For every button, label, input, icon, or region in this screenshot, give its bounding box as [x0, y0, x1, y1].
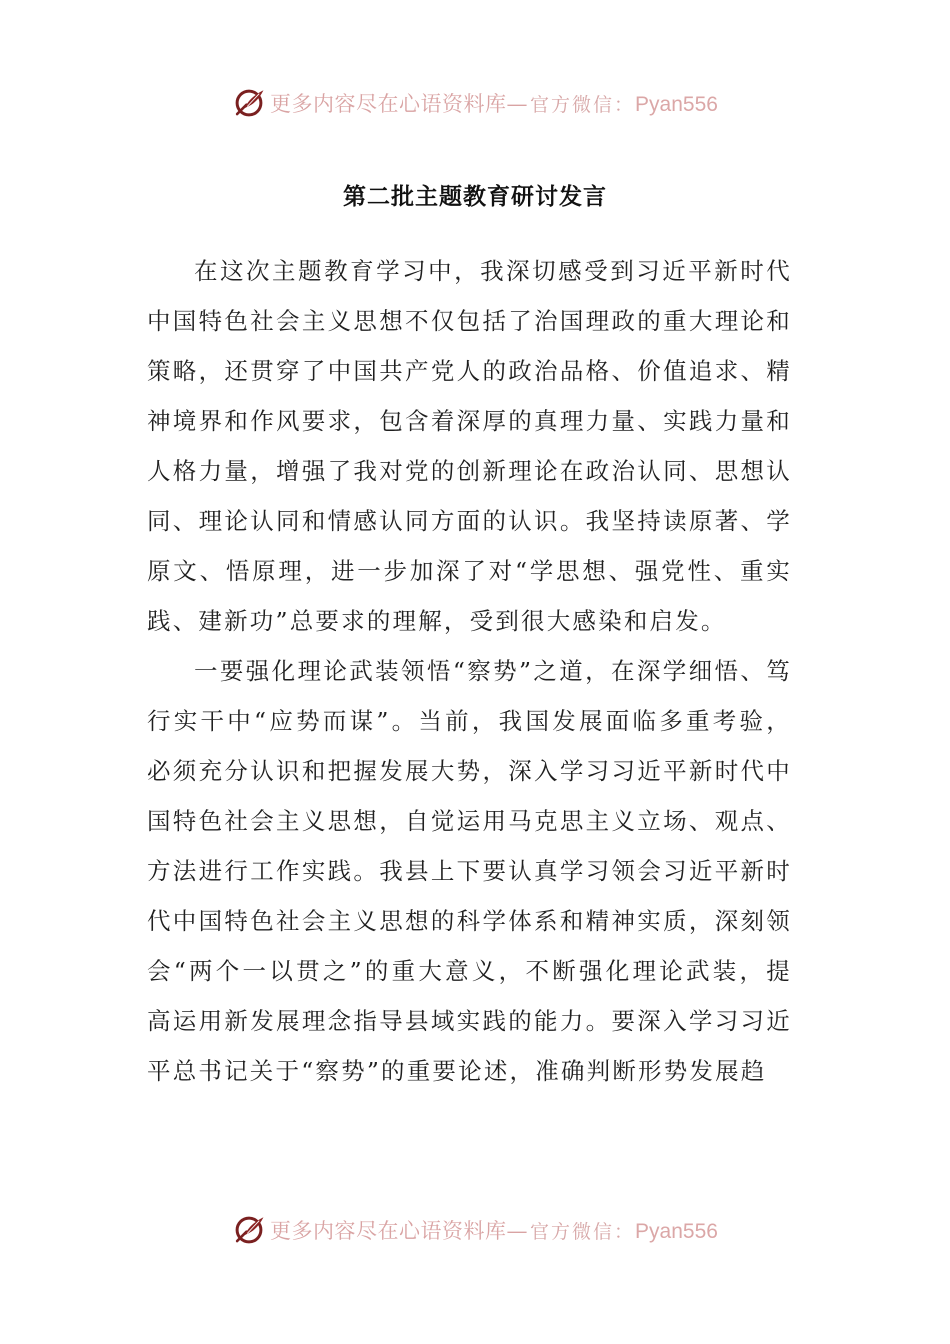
quill-logo-icon	[232, 86, 266, 120]
document-body	[147, 246, 792, 1096]
paragraph-2: 一要强化理论武装领悟“察势”之道，在深学细悟、笃行实干中“应势而谋”。当前，我国发展面临多重考验，必须充分认识和把握发展大势，深入学习习近平新时代中国特色社会主义思想，自觉运用马克思主义立场、观点、方法进行工作实践。我县上下要认真学习领会习近平新时代中国特色社会主义思想的科学体系和精神实质，深刻领会“两个一以贯之”的重大意义，不断强化理论武装，提高运用新发展理念指导县域实践的能力。要深入学习习近平总书记关于“察势”的重要论述，准确判断形势发展趋	[147, 657, 792, 1085]
banner-wechat-label: 官方微信：	[530, 94, 636, 116]
banner-site-text: 更多内容尽在心语资料库—	[270, 1219, 529, 1243]
footer-watermark-banner	[0, 1208, 950, 1252]
banner-wechat-id: Pyan556	[635, 93, 718, 116]
paragraph-1: 在这次主题教育学习中，我深切感受到习近平新时代中国特色社会主义思想不仅包括了治国理政的重大理论和策略，还贯穿了中国共产党人的政治品格、价值追求、精神境界和作风要求，包含着深厚的真理力量、实践力量和人格力量，增强了我对党的创新理论在政治认同、思想认同、理论认同和情感认同方面的认识。我坚持读原著、学原文、悟原理，进一步加深了对“学思想、强党性、重实践、建新功”总要求的理解，受到很大感染和启发。	[147, 257, 792, 635]
header-watermark-banner	[0, 81, 950, 125]
document-title: 第二批主题教育研讨发言	[343, 184, 607, 210]
banner-wechat-id: Pyan556	[635, 1220, 718, 1243]
quill-logo-icon	[232, 1213, 266, 1247]
banner-site-text: 更多内容尽在心语资料库—	[270, 92, 529, 116]
banner-text	[270, 1215, 718, 1245]
banner-wechat-label: 官方微信：	[530, 1221, 636, 1243]
banner-text	[270, 88, 718, 118]
